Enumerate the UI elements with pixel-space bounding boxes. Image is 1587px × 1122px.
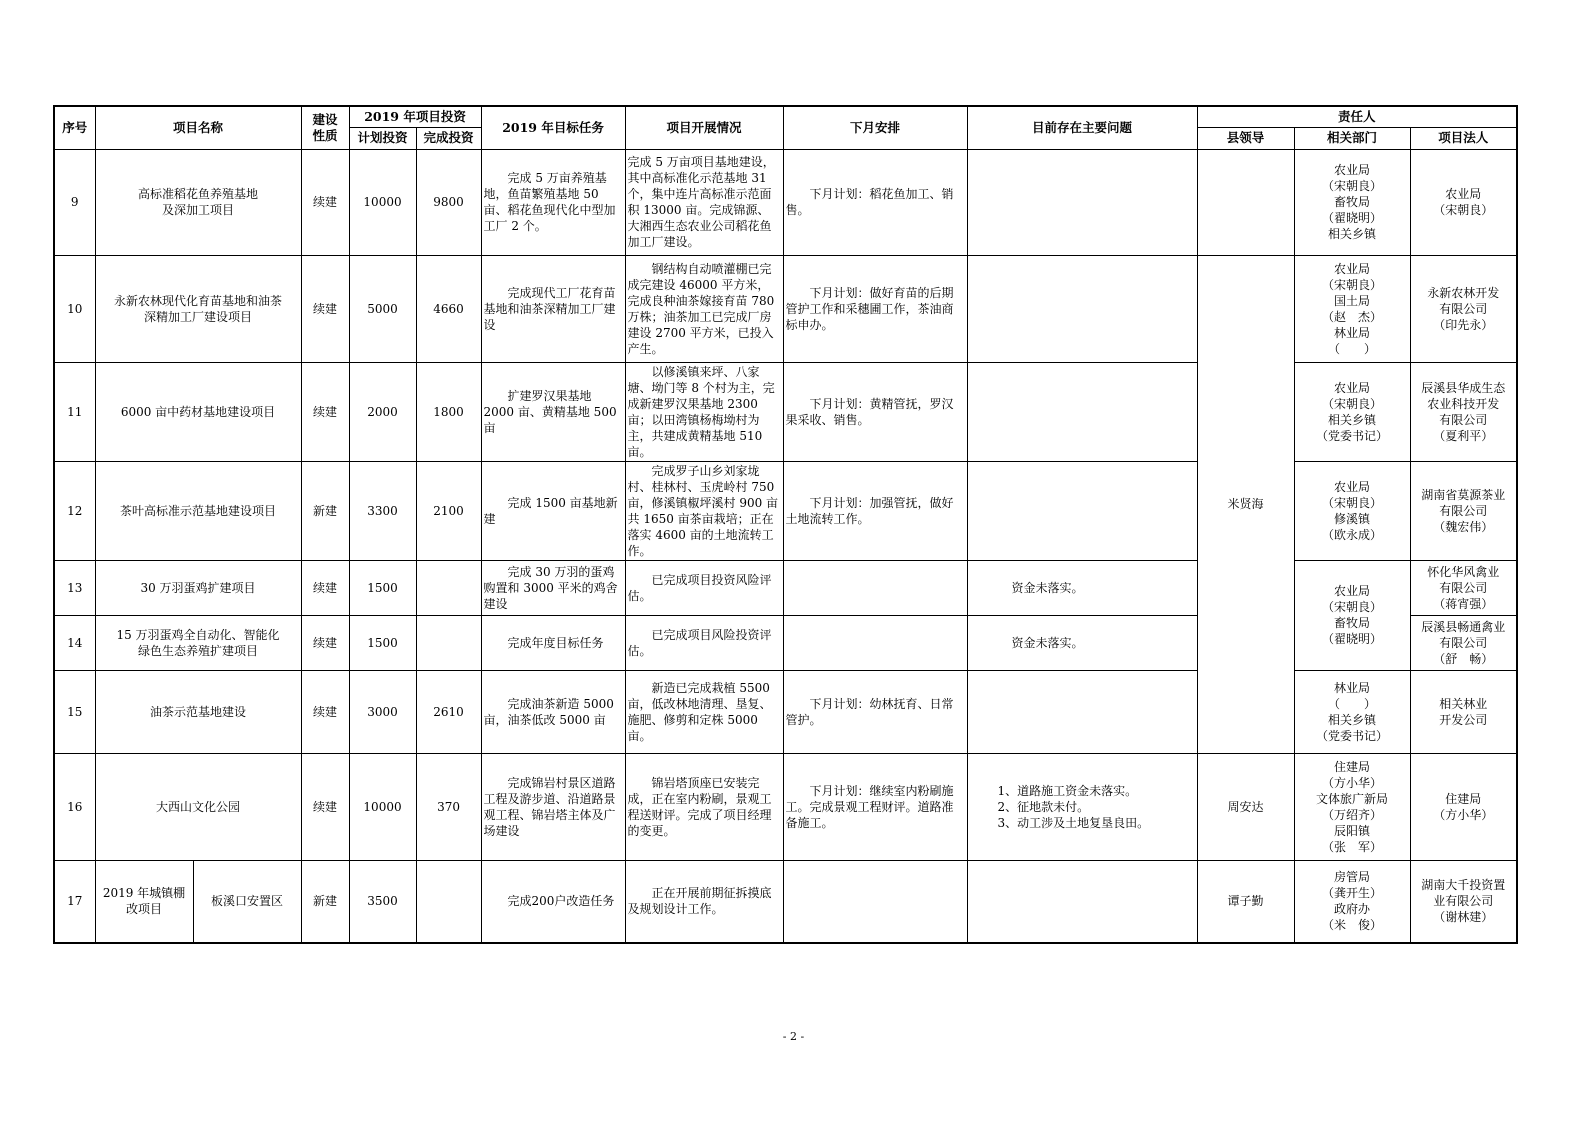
cell-legal: 湖南省莫源茶业 有限公司 （魏宏伟）	[1410, 461, 1517, 560]
cell-dept: 住建局 （方小华） 文体旅广新局 （万绍齐） 辰阳镇 （张 军）	[1294, 753, 1410, 860]
cell-legal: 辰溪县华成生态 农业科技开发 有限公司 （夏利平）	[1410, 362, 1517, 461]
cell-problems	[967, 255, 1197, 362]
cell-nature: 续建	[301, 753, 349, 860]
cell-legal: 怀化华风禽业 有限公司 （蒋宵强）	[1410, 560, 1517, 615]
cell-nature: 续建	[301, 149, 349, 255]
cell-next	[783, 860, 967, 943]
cell-no: 17	[54, 860, 95, 943]
cell-progress: 已完成项目投资风险评估。	[625, 560, 783, 615]
header-no: 序号	[54, 106, 95, 149]
cell-no: 13	[54, 560, 95, 615]
cell-completed: 1800	[416, 362, 481, 461]
header-progress: 项目开展情况	[625, 106, 783, 149]
cell-legal: 住建局 （方小华）	[1410, 753, 1517, 860]
cell-problems	[967, 461, 1197, 560]
cell-planned: 3300	[349, 461, 416, 560]
cell-next: 下月计划：加强管抚，做好土地流转工作。	[783, 461, 967, 560]
cell-planned: 1500	[349, 560, 416, 615]
cell-progress: 以修溪镇来坪、八家塘、坳门等 8 个村为主，完成新建罗汉果基地 2300 亩；以田湾镇杨梅坳村为主，共建成黄精基地 510 亩。	[625, 362, 783, 461]
cell-name: 茶叶高标准示范基地建设项目	[95, 461, 301, 560]
header-legal-person: 项目法人	[1410, 127, 1517, 149]
table-row	[54, 670, 1517, 753]
table-row	[54, 255, 1517, 362]
header-completed: 完成投资	[416, 127, 481, 149]
cell-planned: 10000	[349, 753, 416, 860]
cell-nature: 续建	[301, 255, 349, 362]
cell-subname: 板溪口安置区	[193, 860, 301, 943]
cell-completed	[416, 860, 481, 943]
cell-planned: 3000	[349, 670, 416, 753]
cell-completed: 370	[416, 753, 481, 860]
cell-target: 完成油茶新造 5000 亩，油茶低改 5000 亩	[481, 670, 625, 753]
cell-no: 12	[54, 461, 95, 560]
cell-no: 10	[54, 255, 95, 362]
cell-dept-shared: 农业局 （宋朝良） 畜牧局 （翟晓明）	[1294, 560, 1410, 670]
cell-nature: 续建	[301, 670, 349, 753]
cell-no: 16	[54, 753, 95, 860]
cell-nature: 新建	[301, 461, 349, 560]
cell-completed	[416, 560, 481, 615]
cell-nature: 新建	[301, 860, 349, 943]
cell-next: 下月计划：黄精管抚，罗汉果采收、销售。	[783, 362, 967, 461]
cell-legal: 湖南大千投资置 业有限公司 （谢林建）	[1410, 860, 1517, 943]
header-responsible: 责任人	[1197, 106, 1517, 127]
cell-no: 15	[54, 670, 95, 753]
cell-name: 30 万羽蛋鸡扩建项目	[95, 560, 301, 615]
cell-progress: 正在开展前期征拆摸底及规划设计工作。	[625, 860, 783, 943]
cell-dept: 农业局 （宋朝良） 国土局 （赵 杰） 林业局 （ ）	[1294, 255, 1410, 362]
page-number: - 2 -	[782, 1030, 805, 1043]
cell-dept: 农业局 （宋朝良） 畜牧局 （翟晓明） 相关乡镇	[1294, 149, 1410, 255]
cell-leader-shared: 米贤海	[1197, 255, 1294, 753]
cell-name: 永新农林现代化育苗基地和油茶 深精加工厂建设项目	[95, 255, 301, 362]
cell-problems: 1、道路施工资金未落实。 2、征地款未付。 3、动工涉及土地复垦良田。	[967, 753, 1197, 860]
cell-name: 6000 亩中药材基地建设项目	[95, 362, 301, 461]
cell-next: 下月计划：做好育苗的后期管护工作和采穗圃工作，茶油商标申办。	[783, 255, 967, 362]
table-row	[54, 362, 1517, 461]
cell-legal: 农业局 （宋朝良）	[1410, 149, 1517, 255]
cell-dept: 农业局 （宋朝良） 修溪镇 （欧永成）	[1294, 461, 1410, 560]
table-row	[54, 461, 1517, 560]
cell-problems	[967, 149, 1197, 255]
cell-problems: 资金未落实。	[967, 560, 1197, 615]
cell-target: 完成锦岩村景区道路工程及游步道、沿道路景观工程、锦岩塔主体及广场建设	[481, 753, 625, 860]
cell-progress: 钢结构自动喷灌棚已完成完建设 46000 平方米，完成良种油茶嫁接育苗 780 万株；油茶加工已完成厂房建设 2700 平方米，已投入产生。	[625, 255, 783, 362]
header-county-leader: 县领导	[1197, 127, 1294, 149]
cell-name: 油茶示范基地建设	[95, 670, 301, 753]
cell-planned: 3500	[349, 860, 416, 943]
cell-leader: 谭子勤	[1197, 860, 1294, 943]
cell-completed	[416, 615, 481, 670]
cell-target: 扩建罗汉果基地 2000 亩、黄精基地 500 亩	[481, 362, 625, 461]
header-next-month: 下月安排	[783, 106, 967, 149]
cell-nature: 续建	[301, 615, 349, 670]
cell-problems: 资金未落实。	[967, 615, 1197, 670]
cell-dept: 农业局 （宋朝良） 相关乡镇 （党委书记）	[1294, 362, 1410, 461]
cell-name: 2019 年城镇棚 改项目	[95, 860, 193, 943]
cell-name: 高标准稻花鱼养殖基地 及深加工项目	[95, 149, 301, 255]
cell-next: 下月计划：幼林抚育、日常管护。	[783, 670, 967, 753]
header-target: 2019 年目标任务	[481, 106, 625, 149]
cell-target: 完成 5 万亩养殖基地，鱼苗繁殖基地 50 亩、稻花鱼现代化中型加工厂 2 个。	[481, 149, 625, 255]
cell-legal: 相关林业 开发公司	[1410, 670, 1517, 753]
cell-no: 11	[54, 362, 95, 461]
cell-planned: 5000	[349, 255, 416, 362]
header-name: 项目名称	[95, 106, 301, 149]
cell-target: 完成现代工厂花育苗基地和油茶深精加工厂建设	[481, 255, 625, 362]
cell-no: 14	[54, 615, 95, 670]
cell-problems	[967, 362, 1197, 461]
cell-target: 完成 1500 亩基地新建	[481, 461, 625, 560]
cell-next: 下月计划：继续室内粉刷施工。完成景观工程财评。道路准备施工。	[783, 753, 967, 860]
cell-next: 下月计划：稻花鱼加工、销售。	[783, 149, 967, 255]
cell-leader-empty	[1197, 149, 1294, 255]
cell-no: 9	[54, 149, 95, 255]
header-invest-2019: 2019 年项目投资	[349, 106, 481, 127]
table-row	[54, 753, 1517, 860]
cell-leader: 周安达	[1197, 753, 1294, 860]
cell-next	[783, 560, 967, 615]
cell-completed: 4660	[416, 255, 481, 362]
cell-target: 完成 30 万羽的蛋鸡购置和 3000 平米的鸡舍建设	[481, 560, 625, 615]
header-department: 相关部门	[1294, 127, 1410, 149]
cell-planned: 2000	[349, 362, 416, 461]
cell-legal: 辰溪县畅通禽业 有限公司 （舒 畅）	[1410, 615, 1517, 670]
table-row	[54, 149, 1517, 255]
cell-progress: 新造已完成栽植 5500 亩，低改林地清理、垦复、施肥、修剪和定株 5000 亩。	[625, 670, 783, 753]
cell-nature: 续建	[301, 362, 349, 461]
table-row	[54, 560, 1517, 615]
cell-progress: 完成 5 万亩项目基地建设，其中高标准化示范基地 31 个，集中连片高标准示范面积 13000 亩。完成锦源、大湘西生态农业公司稻花鱼加工厂建设。	[625, 149, 783, 255]
cell-completed: 9800	[416, 149, 481, 255]
cell-planned: 1500	[349, 615, 416, 670]
cell-dept: 房管局 （龚开生） 政府办 （米 俊）	[1294, 860, 1410, 943]
header-planned: 计划投资	[349, 127, 416, 149]
cell-completed: 2610	[416, 670, 481, 753]
cell-progress: 锦岩塔顶座已安装完成，正在室内粉刷，景观工程送财评。完成了项目经理的变更。	[625, 753, 783, 860]
cell-completed: 2100	[416, 461, 481, 560]
cell-planned: 10000	[349, 149, 416, 255]
cell-legal: 永新农林开发 有限公司 （印先永）	[1410, 255, 1517, 362]
cell-target: 完成年度目标任务	[481, 615, 625, 670]
cell-target: 完成200户改造任务	[481, 860, 625, 943]
table-row	[54, 860, 1517, 943]
cell-name: 15 万羽蛋鸡全自动化、智能化 绿色生态养殖扩建项目	[95, 615, 301, 670]
header-nature: 建设 性质	[301, 106, 349, 149]
cell-problems	[967, 670, 1197, 753]
project-progress-table	[53, 105, 1518, 944]
cell-problems	[967, 860, 1197, 943]
cell-next	[783, 615, 967, 670]
cell-name: 大西山文化公园	[95, 753, 301, 860]
header-problems: 目前存在主要问题	[967, 106, 1197, 149]
cell-progress: 已完成项目风险投资评估。	[625, 615, 783, 670]
cell-nature: 续建	[301, 560, 349, 615]
cell-progress: 完成罗子山乡刘家垅村、桂林村、玉虎岭村 750 亩，修溪镇椒坪溪村 900 亩共 1650 亩茶亩栽培；正在落实 4600 亩的土地流转工作。	[625, 461, 783, 560]
cell-dept: 林业局 （ ） 相关乡镇 （党委书记）	[1294, 670, 1410, 753]
